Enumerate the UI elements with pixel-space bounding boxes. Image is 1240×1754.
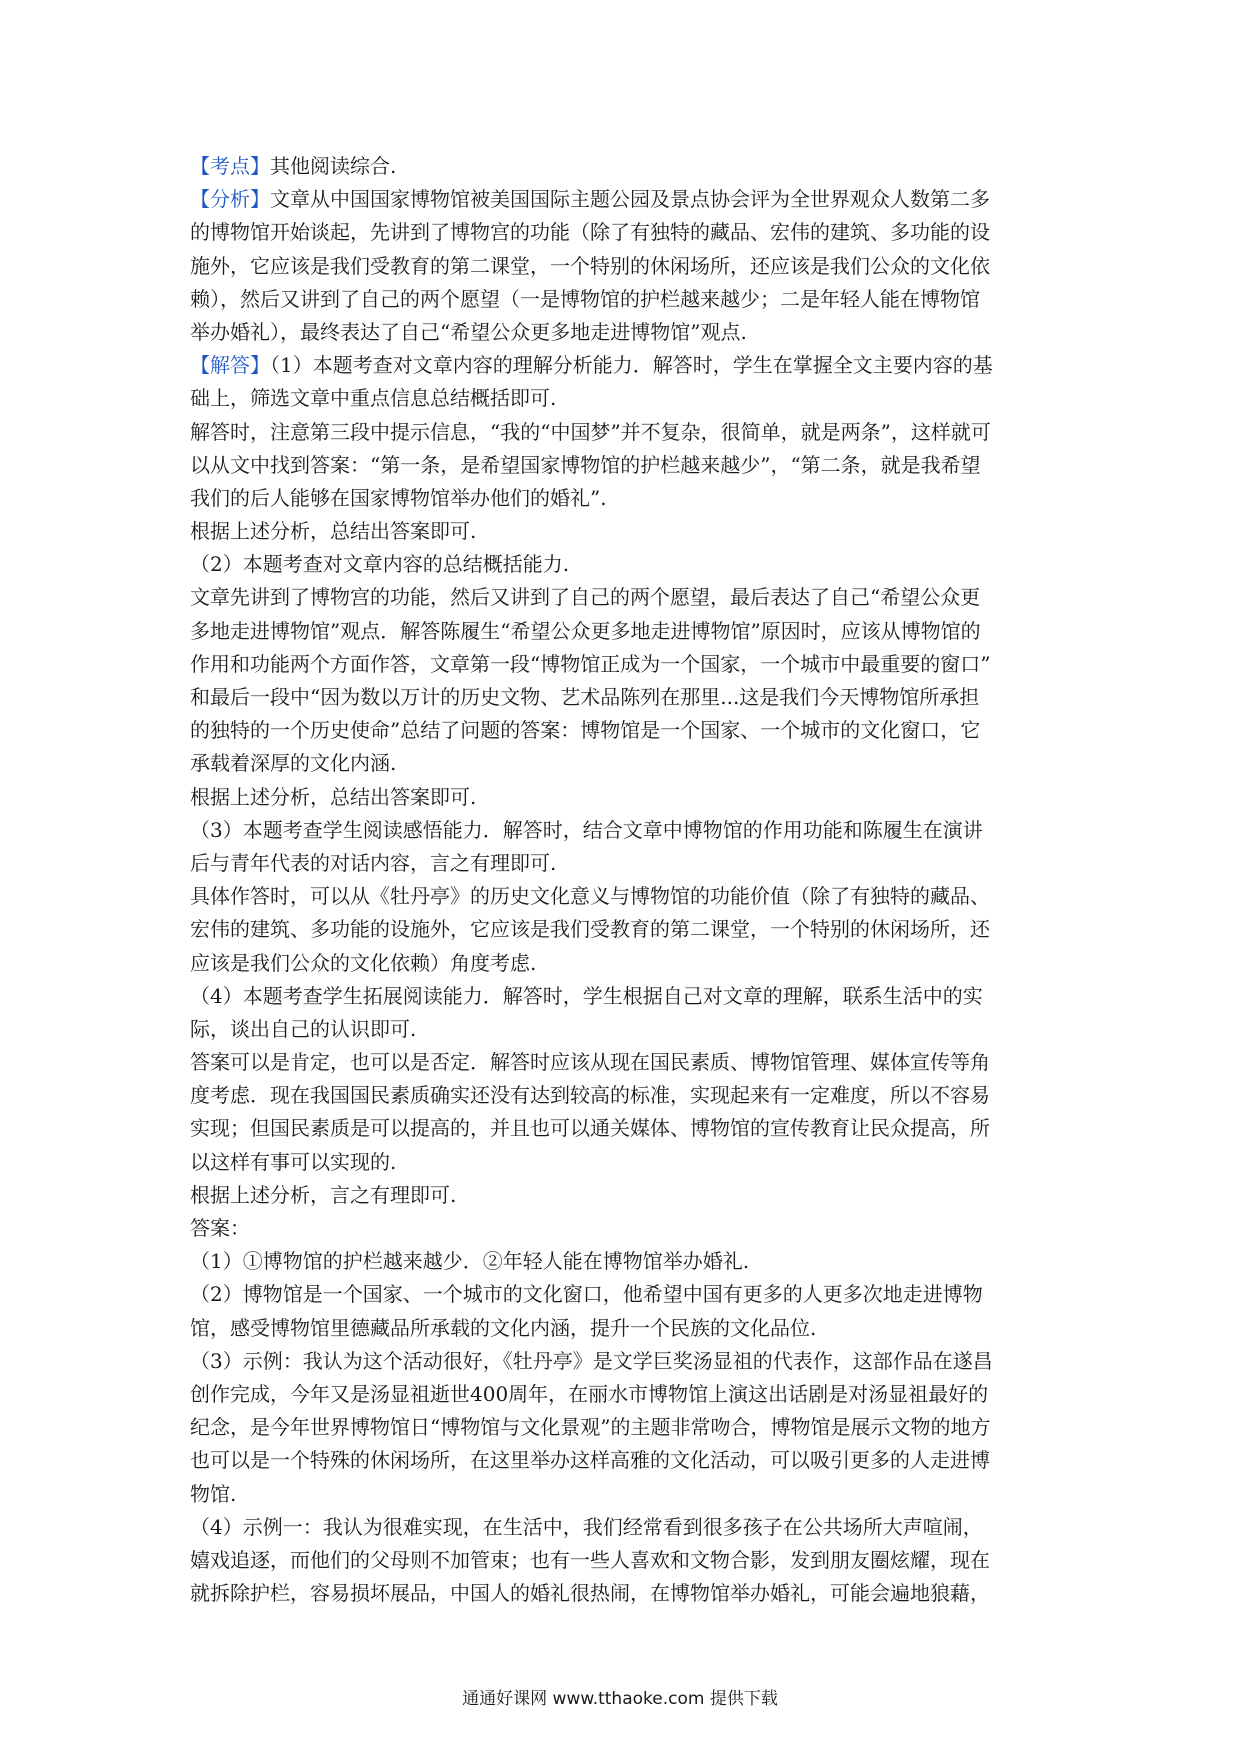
kaodian-text: 其他阅读综合. (270, 154, 397, 178)
text-line: 创作完成，今年又是汤显祖逝世400周年，在丽水市博物馆上演这出话剧是对汤显祖最好的 (190, 1381, 989, 1406)
fenxi-first-text: 文章从中国国家博物馆被美国国际主题公园及景点协会评为全世界观众人数第二多 (270, 187, 990, 212)
text-line: 举办婚礼），最终表达了自己“希望公众更多地走进博物馆”观点. (190, 319, 747, 344)
text-line: （4）本题考查学生拓展阅读能力．解答时，学生根据自己对文章的理解，联系生活中的实 (190, 983, 983, 1008)
text-line: 也可以是一个特殊的休闲场所，在这里举办这样高雅的文化活动，可以吸引更多的人走进博 (190, 1448, 990, 1473)
jieda-tag: 【解答】 (190, 353, 270, 378)
text-line: 根据上述分析，总结出答案即可. (190, 784, 477, 809)
text-line: 多地走进博物馆”观点．解答陈履生“希望公众更多地走进博物馆”原因时，应该从博物馆的 (190, 618, 981, 643)
text-line: （2）博物馆是一个国家、一个城市的文化窗口，他希望中国有更多的人更多次地走进博物 (190, 1282, 983, 1307)
text-line: 度考虑．现在我国国民素质确实还没有达到较高的标准，实现起来有一定难度，所以不容易 (190, 1083, 990, 1108)
text-line: 根据上述分析，言之有理即可. (190, 1182, 457, 1207)
text-line: 解答时，注意第三段中提示信息，“我的“中国梦”并不复杂，很简单，就是两条”，这样就可 (190, 419, 991, 444)
text-line: （3）本题考查学生阅读感悟能力．解答时，结合文章中博物馆的作用功能和陈履生在演讲 (190, 817, 983, 842)
text-line: 础上，筛选文章中重点信息总结概括即可. (190, 386, 557, 411)
fenxi-line (190, 183, 1060, 216)
text-line: （3）示例：我认为这个活动很好，《牡丹亭》是文学巨奖汤显祖的代表作，这部作品在遂昌 (190, 1348, 993, 1373)
kaodian-line (190, 150, 1060, 183)
text-line: 承载着深厚的文化内涵. (190, 751, 397, 776)
text-line: 以从文中找到答案：“第一条，是希望国家博物馆的护栏越来越少”，“第二条，就是我希望 (190, 452, 981, 477)
text-line: 际，谈出自己的认识即可. (190, 1016, 417, 1041)
fenxi-tag: 【分析】 (190, 187, 270, 212)
jieda-first-text: （1）本题考查对文章内容的理解分析能力．解答时，学生在掌握全文主要内容的基 (270, 353, 993, 378)
text-line: （2）本题考查对文章内容的总结概括能力. (190, 552, 570, 577)
text-line: 物馆. (190, 1481, 237, 1506)
text-line: 和最后一段中“因为数以万计的历史文物、艺术品陈列在那里...这是我们今天博物馆所承担 (190, 685, 980, 709)
text-line: （4）示例一：我认为很难实现，在生活中，我们经常看到很多孩子在公共场所大声喧闹， (190, 1514, 983, 1539)
text-line: 嬉戏追逐，而他们的父母则不加管束；也有一些人喜欢和文物合影，发到朋友圈炫耀，现在 (190, 1547, 990, 1572)
text-line: 宏伟的建筑、多功能的设施外，它应该是我们受教育的第二课堂，一个特别的休闲场所，还 (190, 917, 990, 942)
document-body (190, 150, 1060, 1610)
text-line: 后与青年代表的对话内容，言之有理即可. (190, 850, 557, 875)
text-line: 应该是我们公众的文化依赖）角度考虑. (190, 950, 537, 975)
text-line: 赖），然后又讲到了自己的两个愿望（一是博物馆的护栏越来越少；二是年轻人能在博物馆 (190, 286, 980, 311)
text-line: 纪念，是今年世界博物馆日“博物馆与文化景观”的主题非常吻合，博物馆是展示文物的地方 (190, 1415, 991, 1440)
page-footer: 通通好课网 www.tthaoke.com 提供下载 (462, 1689, 778, 1709)
jieda-line (190, 349, 1060, 382)
text-line: 以这样有事可以实现的. (190, 1149, 397, 1174)
text-line: 答案可以是肯定，也可以是否定．解答时应该从现在国民素质、博物馆管理、媒体宣传等角 (190, 1050, 990, 1075)
text-line: 我们的后人能够在国家博物馆举办他们的婚礼”. (190, 485, 607, 510)
text-line: 具体作答时，可以从《牡丹亭》的历史文化意义与博物馆的功能价值（除了有独特的藏品、 (190, 884, 990, 909)
jieda-paragraph (190, 382, 1060, 1610)
text-line: 实现；但国民素质是可以提高的，并且也可以通关媒体、博物馆的宣传教育让民众提高，所 (190, 1116, 990, 1141)
text-line: 根据上述分析，总结出答案即可. (190, 519, 477, 544)
text-line: 馆，感受博物馆里德藏品所承载的文化内涵，提升一个民族的文化品位. (190, 1315, 817, 1340)
text-line: 施外，它应该是我们受教育的第二课堂，一个特别的休闲场所，还应该是我们公众的文化依 (190, 253, 990, 278)
text-line: 的博物馆开始谈起，先讲到了博物宫的功能（除了有独特的藏品、宏伟的建筑、多功能的设 (190, 220, 990, 245)
fenxi-paragraph (190, 216, 1060, 349)
text-line: 的独特的一个历史使命”总结了问题的答案：博物馆是一个国家、一个城市的文化窗口，它 (190, 718, 981, 743)
text-line: 作用和功能两个方面作答，文章第一段“博物馆正成为一个国家，一个城市中最重要的窗口” (190, 651, 991, 676)
text-line: 答案： (190, 1216, 250, 1240)
text-line: （1）①博物馆的护栏越来越少．②年轻人能在博物馆举办婚礼. (190, 1249, 750, 1274)
text-line: 就拆除护栏，容易损坏展品，中国人的婚礼很热闹，在博物馆举办婚礼，可能会遍地狼藉， (190, 1581, 990, 1606)
text-line: 文章先讲到了博物宫的功能，然后又讲到了自己的两个愿望，最后表达了自己“希望公众更 (190, 585, 981, 610)
kaodian-tag: 【考点】 (190, 154, 270, 178)
